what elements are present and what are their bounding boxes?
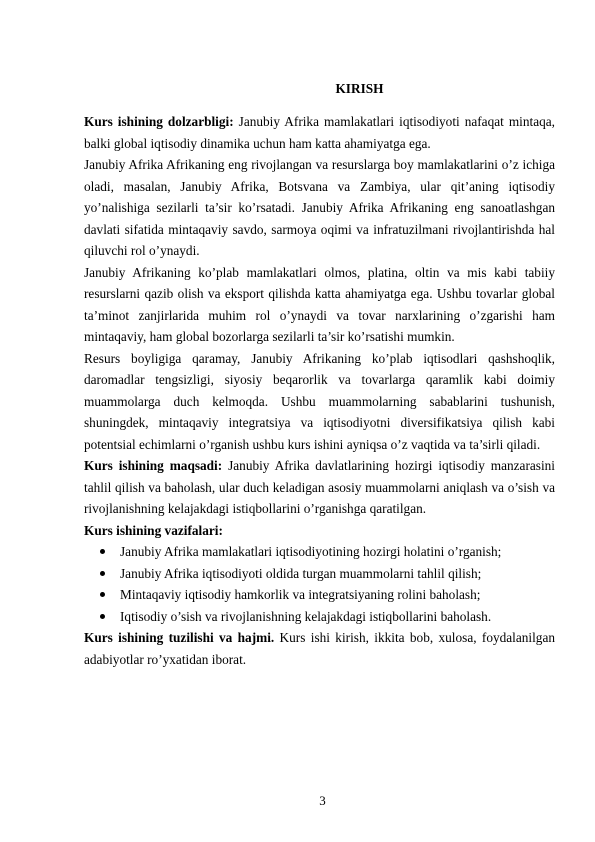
tasks-heading: Kurs ishining vazifalari:: [84, 522, 223, 538]
list-item: [84, 606, 555, 628]
bullet-icon: [100, 614, 105, 619]
bullet-icon: [100, 571, 105, 576]
bullet-icon: [100, 549, 105, 554]
list-item: [84, 563, 555, 585]
task-text: Mintaqaviy iqtisodiy hamkorlik va integratsiyaning rolini baholash;: [120, 587, 481, 602]
challenges-paragraph: Resurs boyligiga qaramay, Janubiy Afrikaning ko’plab iqtisodlari qashshoqlik, daromadlar tengsizligi, siyosiy beqarorlik va tovarlarga qaramlik kabi doimiy muammolarga duch kelmoqda. Ushbu muammolarning sabablarini tushunish, shuningdek, mintaqaviy integratsiya va iqtisodiyotni diversifikatsiya qilish kabi potentsial echimlarni o’rganish ushbu kurs ishini ayniqsa o’z vaqtida va ta’sirli qiladi.: [84, 350, 555, 452]
task-text: Iqtisodiy o’sish va rivojlanishning kelajakdagi istiqbollarini baholash.: [120, 608, 492, 624]
page-number: 3: [319, 793, 326, 808]
region-paragraph: Janubiy Afrika Afrikaning eng rivojlangan va resurslarga boy mamlakatlarini o’z ichiga oladi, masalan, Janubiy Afrika, Botsvana va Zambiya, ular qit’aning iqtisodiy yo’nalishiga sezilarli ta’sir ko’rsatadi. Janubiy Afrika Afrikaning eng sanoatlashgan davlati sifatida mintaqaviy savdo, sarmoya oqimi va infratuzilmani rivojlantirishda hal qiluvchi rol o’ynaydi.: [84, 157, 555, 258]
resources-paragraph: Janubiy Afrikaning ko’plab mamlakatlari olmos, platina, oltin va mis kabi tabiiy resurslarni qazib olish va eksport qilishda katta ahamiyatga ega. Ushbu tovarlar global ta’minot zanjirlarida muhim rol o’ynaydi va tovar narxlarining o’zgarishi ham mintaqaviy, ham global bozorlarga sezilarli ta’sir ko’rsatishi mumkin.: [84, 264, 555, 344]
goal-lead: Kurs ishining maqsadi:: [84, 458, 223, 473]
task-text: Janubiy Afrika iqtisodiyoti oldida turgan muammolarni tahlil qilish;: [120, 565, 482, 581]
relevance-lead: Kurs ishining dolzarbligi:: [84, 114, 234, 129]
list-item: [84, 541, 555, 563]
bullet-icon: [100, 592, 105, 597]
list-item: [84, 584, 555, 606]
relevance-text: Janubiy Afrika mamlakatlari iqtisodiyoti nafaqat mintaqa, balki global iqtisodiy dinamika uchun ham katta ahamiyatga ega.: [84, 114, 555, 151]
tasks-list: [84, 541, 555, 627]
structure-lead: Kurs ishining tuzilishi va hajmi.: [84, 630, 275, 645]
goal-text: Janubiy Afrika davlatlarining hozirgi iqtisodiy manzarasini tahlil qilish va baholash, ular duch keladigan asosiy muammolarni aniqlash va o’sish va rivojlanishning kelajakdagi istiqbollarini o’rganishga qaratilgan.: [84, 458, 556, 516]
goal-paragraph: [84, 455, 555, 520]
task-text: Janubiy Afrika mamlakatlari iqtisodiyotining hozirgi holatini o’rganish;: [120, 544, 502, 559]
page-title: KIRISH: [335, 81, 384, 96]
document-page: [84, 78, 555, 670]
structure-paragraph: [84, 627, 555, 670]
structure-text: Kurs ishi kirish, ikkita bob, xulosa, foydalanilgan adabiyotlar ro’yxatidan iborat.: [84, 630, 555, 667]
relevance-paragraph: [84, 111, 555, 154]
